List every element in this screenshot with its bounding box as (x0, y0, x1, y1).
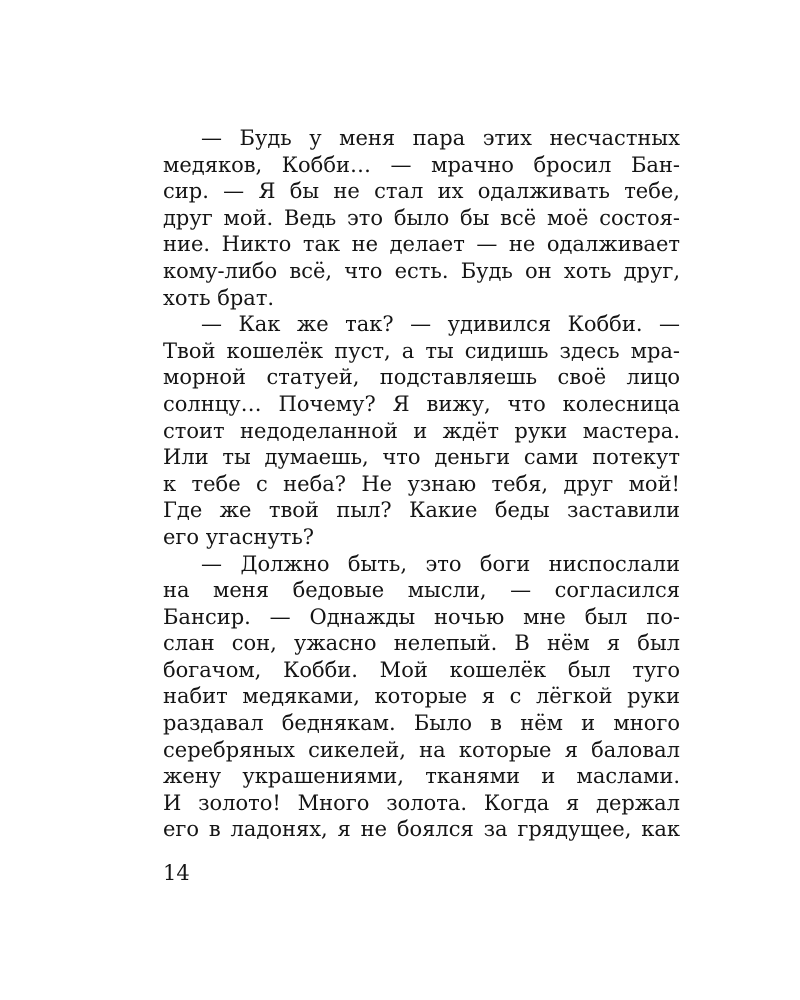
body-text (163, 125, 680, 843)
text-line: Или ты думаешь, что деньги сами потекут (163, 445, 680, 470)
text-line: — Будь у меня пара этих несчастных (201, 126, 680, 150)
text-line: медяков, Кобби… — мрачно бросил Бан- (163, 152, 680, 177)
paragraph-2 (163, 311, 680, 550)
text-line: ние. Никто так не делает — не одалживает (163, 232, 680, 257)
paragraph-3 (163, 551, 680, 844)
text-line: сир. — Я бы не стал их одалживать тебе, (163, 179, 680, 204)
text-line: раздавал беднякам. Было в нём и много (163, 711, 680, 736)
text-line: к тебе с неба? Не узнаю тебя, друг мой! (163, 471, 680, 496)
text-line: на меня бедовые мысли, — согласился (163, 578, 680, 603)
text-line: богачом, Кобби. Мой кошелёк был туго (163, 657, 680, 682)
text-line: Где же твой пыл? Какие беды заставили (163, 498, 680, 523)
paragraph-1 (163, 125, 680, 311)
text-line: — Должно быть, это боги ниспослали (201, 551, 680, 576)
text-line: жену украшениями, тканями и маслами. (163, 764, 680, 789)
text-line: слан сон, ужасно нелепый. В нём я был (163, 631, 680, 656)
text-line: хоть брат. (163, 285, 275, 310)
text-line: его в ладонях, я не боялся за грядущее, как (163, 817, 680, 842)
text-line: друг мой. Ведь это было бы всё моё состоя- (163, 205, 680, 230)
page-number: 14 (163, 861, 190, 885)
text-line: солнцу… Почему? Я вижу, что колесница (163, 391, 680, 416)
text-line: — Как же так? — удивился Кобби. — (201, 312, 680, 337)
text-line: серебряных сикелей, на которые я баловал (163, 737, 680, 762)
text-line: И золото! Много золота. Когда я держал (163, 790, 680, 815)
text-line: кому-либо всё, что есть. Будь он хоть друг, (163, 258, 680, 283)
text-line: Бансир. — Однажды ночью мне был по- (163, 604, 680, 629)
text-line: морной статуей, подставляешь своё лицо (163, 365, 680, 390)
text-line: набит медяками, которые я с лёгкой руки (163, 684, 680, 709)
text-line: Твой кошелёк пуст, а ты сидишь здесь мра- (163, 338, 680, 363)
text-line: его угаснуть? (163, 524, 315, 549)
text-line: стоит недоделанной и ждёт руки мастера. (163, 418, 680, 443)
